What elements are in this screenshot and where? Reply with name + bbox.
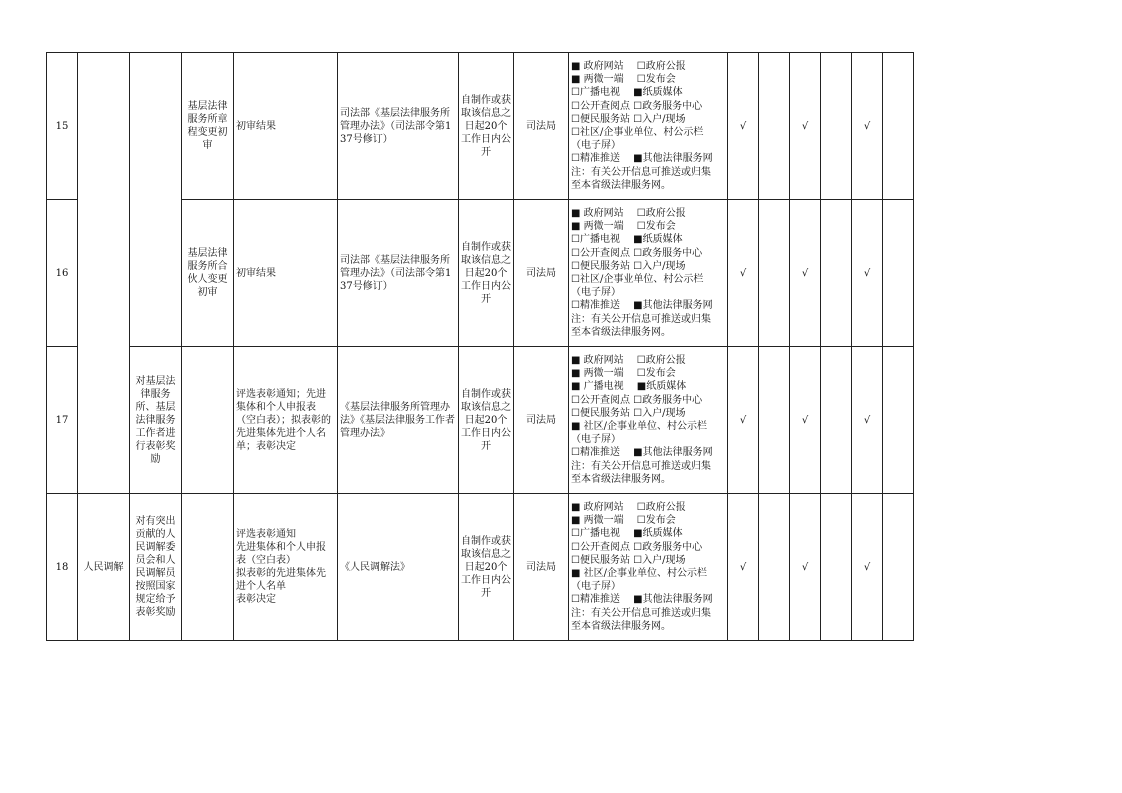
empty-check-cell bbox=[883, 347, 914, 494]
item-name: 基层法律服务所合伙人变更初审 bbox=[182, 200, 234, 347]
channel-line: ☐公开查阅点 ☐政务服务中心 bbox=[571, 394, 703, 406]
channel-line: ☐精准推送 ■其他法律服务网 bbox=[571, 153, 713, 165]
disclosure-content: 评选表彰通知 先进集体和个人申报表（空白表） 拟表彰的先进集体先进个人名单 表彰决定 bbox=[234, 494, 338, 641]
row-number: 15 bbox=[47, 53, 78, 200]
responsible-agency: 司法局 bbox=[514, 200, 569, 347]
row-number: 17 bbox=[47, 347, 78, 494]
check-mark: √ bbox=[852, 53, 883, 200]
legal-basis: 《基层法律服务所管理办法》《基层法律服务工作者管理办法》 bbox=[338, 347, 459, 494]
check-mark: √ bbox=[790, 494, 821, 641]
channel-line: ☐公开查阅点 ☐政务服务中心 bbox=[571, 541, 703, 553]
channel-line: ■ 政府网站 ☐政府公报 bbox=[571, 354, 686, 366]
legal-basis: 司法部《基层法律服务所管理办法》（司法部令第137号修订） bbox=[338, 200, 459, 347]
disclosure-content: 初审结果 bbox=[234, 200, 338, 347]
item-name bbox=[182, 347, 234, 494]
channel-line: ■ 两微一端 ☐发布会 bbox=[571, 515, 676, 527]
channel-line: ☐便民服务站 ☐入户/现场 bbox=[571, 407, 686, 419]
channel-line: ☐精准推送 ■其他法律服务网 bbox=[571, 300, 713, 312]
check-mark: √ bbox=[790, 347, 821, 494]
empty-check-cell bbox=[759, 347, 790, 494]
channel-line: 至本省级法律服务网。 bbox=[571, 620, 671, 632]
channel-line: ■ 政府网站 ☐政府公报 bbox=[571, 501, 686, 513]
channel-line: ☐社区/企事业单位、村公示栏 bbox=[571, 274, 704, 285]
category-secondary: 对基层法律服务所、基层法律服务工作者进行表彰奖励 bbox=[130, 347, 182, 494]
row-number: 18 bbox=[47, 494, 78, 641]
item-name: 基层法律服务所章程变更初审 bbox=[182, 53, 234, 200]
channel-line: ☐广播电视 ■纸质媒体 bbox=[571, 87, 683, 99]
disclosure-channels bbox=[569, 200, 728, 347]
channel-line: ☐精准推送 ■其他法律服务网 bbox=[571, 594, 713, 606]
category-secondary: 对有突出贡献的人民调解委员会和人民调解员按照国家规定给予表彰奖励 bbox=[130, 494, 182, 641]
table-row bbox=[47, 53, 914, 200]
disclosure-table bbox=[46, 52, 914, 641]
channel-line: ■ 两微一端 ☐发布会 bbox=[571, 74, 676, 86]
channel-line: 注：有关公开信息可推送或归集 bbox=[571, 460, 711, 472]
check-mark: √ bbox=[852, 494, 883, 641]
check-mark: √ bbox=[728, 347, 759, 494]
channel-line: 至本省级法律服务网。 bbox=[571, 179, 671, 191]
channel-line: ☐便民服务站 ☐入户/现场 bbox=[571, 113, 686, 125]
channel-line: （电子屏） bbox=[571, 140, 621, 152]
row-number: 16 bbox=[47, 200, 78, 347]
responsible-agency: 司法局 bbox=[514, 347, 569, 494]
category-primary: 人民调解 bbox=[78, 494, 130, 641]
empty-check-cell bbox=[759, 53, 790, 200]
disclosure-channels bbox=[569, 494, 728, 641]
check-mark: √ bbox=[790, 200, 821, 347]
item-name bbox=[182, 494, 234, 641]
channel-line: ■ 两微一端 ☐发布会 bbox=[571, 221, 676, 233]
check-mark: √ bbox=[728, 494, 759, 641]
channel-line: ☐便民服务站 ☐入户/现场 bbox=[571, 260, 686, 272]
channel-line: ☐公开查阅点 ☐政务服务中心 bbox=[571, 100, 703, 112]
table-row bbox=[47, 494, 914, 641]
empty-check-cell bbox=[883, 53, 914, 200]
channel-line: ☐社区/企事业单位、村公示栏 bbox=[571, 127, 704, 138]
responsible-agency: 司法局 bbox=[514, 494, 569, 641]
empty-check-cell bbox=[883, 494, 914, 641]
category-primary bbox=[78, 200, 130, 347]
legal-basis: 《人民调解法》 bbox=[338, 494, 459, 641]
channel-line: ☐便民服务站 ☐入户/现场 bbox=[571, 554, 686, 566]
table-row bbox=[47, 200, 914, 347]
check-mark: √ bbox=[852, 347, 883, 494]
disclosure-channels bbox=[569, 347, 728, 494]
check-mark: √ bbox=[852, 200, 883, 347]
channel-line: 至本省级法律服务网。 bbox=[571, 326, 671, 338]
channel-line: ■ 政府网站 ☐政府公报 bbox=[571, 207, 686, 219]
channel-line: ■ 社区/企事业单位、村公示栏 bbox=[571, 568, 707, 579]
channel-line: ■ 两微一端 ☐发布会 bbox=[571, 368, 676, 380]
check-mark: √ bbox=[728, 53, 759, 200]
channel-line: （电子屏） bbox=[571, 434, 621, 446]
legal-basis: 司法部《基层法律服务所管理办法》（司法部令第137号修订） bbox=[338, 53, 459, 200]
channel-line: ■ 政府网站 ☐政府公报 bbox=[571, 60, 686, 72]
category-primary bbox=[78, 347, 130, 494]
channel-line: ☐广播电视 ■纸质媒体 bbox=[571, 528, 683, 540]
channel-line: ☐广播电视 ■纸质媒体 bbox=[571, 234, 683, 246]
table-row bbox=[47, 347, 914, 494]
channel-line: 注：有关公开信息可推送或归集 bbox=[571, 166, 711, 178]
category-secondary bbox=[130, 200, 182, 347]
channel-line: （电子屏） bbox=[571, 581, 621, 593]
channel-line: 至本省级法律服务网。 bbox=[571, 473, 671, 485]
empty-check-cell bbox=[883, 200, 914, 347]
channel-line: ☐公开查阅点 ☐政务服务中心 bbox=[571, 247, 703, 259]
empty-check-cell bbox=[759, 494, 790, 641]
category-secondary bbox=[130, 53, 182, 200]
empty-check-cell bbox=[821, 347, 852, 494]
disclosure-channels bbox=[569, 53, 728, 200]
channel-line: （电子屏） bbox=[571, 287, 621, 299]
channel-line: ☐精准推送 ■其他法律服务网 bbox=[571, 447, 713, 459]
empty-check-cell bbox=[821, 494, 852, 641]
disclosure-timing: 自制作或获取该信息之日起20个工作日内公开 bbox=[459, 494, 514, 641]
channel-line: 注：有关公开信息可推送或归集 bbox=[571, 313, 711, 325]
channel-line: ■ 社区/企事业单位、村公示栏 bbox=[571, 421, 707, 432]
check-mark: √ bbox=[728, 200, 759, 347]
disclosure-content: 初审结果 bbox=[234, 53, 338, 200]
channel-line: ■ 广播电视 ■纸质媒体 bbox=[571, 381, 687, 393]
responsible-agency: 司法局 bbox=[514, 53, 569, 200]
disclosure-content: 评选表彰通知；先进集体和个人申报表（空白表）；拟表彰的先进集体先进个人名单；表彰决定 bbox=[234, 347, 338, 494]
check-mark: √ bbox=[790, 53, 821, 200]
category-primary bbox=[78, 53, 130, 200]
empty-check-cell bbox=[821, 200, 852, 347]
empty-check-cell bbox=[821, 53, 852, 200]
channel-line: 注：有关公开信息可推送或归集 bbox=[571, 607, 711, 619]
empty-check-cell bbox=[759, 200, 790, 347]
disclosure-timing: 自制作或获取该信息之日起20个工作日内公开 bbox=[459, 347, 514, 494]
disclosure-timing: 自制作或获取该信息之日起20个工作日内公开 bbox=[459, 200, 514, 347]
disclosure-timing: 自制作或获取该信息之日起20个工作日内公开 bbox=[459, 53, 514, 200]
